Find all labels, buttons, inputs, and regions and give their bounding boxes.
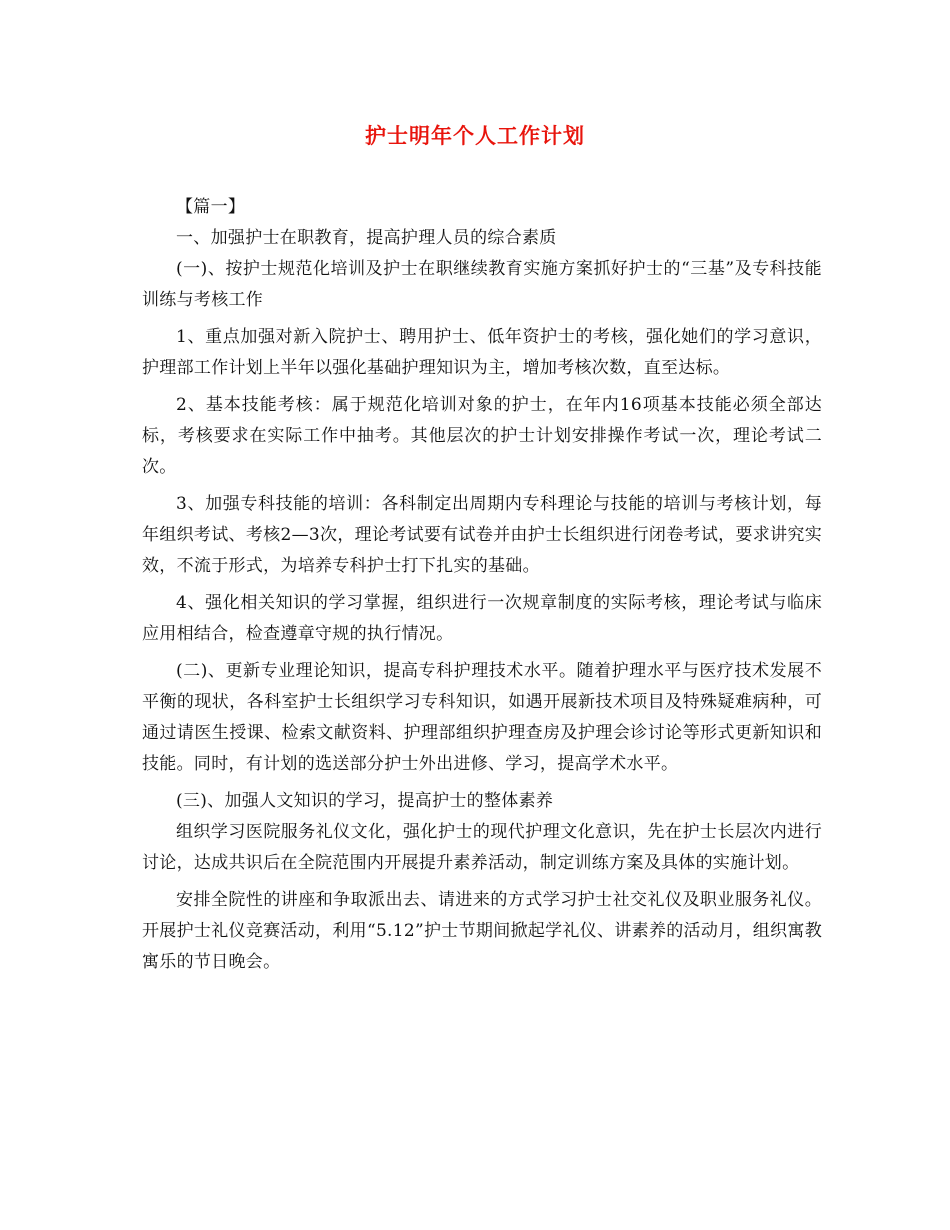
paragraph-item-2: 2、基本技能考核：属于规范化培训对象的护士，在年内16项基本技能必须全部达标，考核要求在实际工作中抽考。其他层次的护士计划安排操作考试一次，理论考试二次。 [142,395,822,477]
subheading-1-1: (一)、按护士规范化培训及护士在职继续教育实施方案抓好护士的“三基”及专科技能训练与考核工作 [142,259,822,310]
document-body [142,192,822,984]
paragraph-item-4: 4、强化相关知识的学习掌握，组织进行一次规章制度的实际考核，理论考试与临床应用相结合，检查遵章守规的执行情况。 [142,593,822,644]
document-title: 护士明年个人工作计划 [365,123,585,148]
subheading-1-2-paragraph: (二)、更新专业理论知识，提高专科护理技术水平。随着护理水平与医疗技术发展不平衡的现状，各科室护士长组织学习专科知识，如遇开展新技术项目及特殊疑难病种，可通过请医生授课、检索文献资料、护理部组织护理查房及护理会诊讨论等形式更新知识和技能。同时，有计划的选送部分护士外出进修、学习，提高学术水平。 [142,661,822,774]
heading-1: 一、加强护士在职教育，提高护理人员的综合素质 [176,228,557,248]
paragraph-etiquette-culture: 组织学习医院服务礼仪文化，强化护士的现代护理文化意识，先在护士长层次内进行讨论，达成共识后在全院范围内开展提升素养活动，制定训练方案及具体的实施计划。 [142,822,822,873]
section-heading-part-one: 【篇一】 [176,197,246,217]
subheading-1-3: (三)、加强人文知识的学习，提高护士的整体素养 [176,791,554,811]
paragraph-etiquette-activities: 安排全院性的讲座和争取派出去、请进来的方式学习护士社交礼仪及职业服务礼仪。开展护士礼仪竞赛活动，利用“5.12”护士节期间掀起学礼仪、讲素养的活动月，组织寓教寓乐的节日晚会。 [142,890,822,972]
paragraph-item-1: 1、重点加强对新入院护士、聘用护士、低年资护士的考核，强化她们的学习意识，护理部工作计划上半年以强化基础护理知识为主，增加考核次数，直至达标。 [142,327,822,378]
paragraph-item-3: 3、加强专科技能的培训：各科制定出周期内专科理论与技能的培训与考核计划，每年组织考试、考核2—3次，理论考试要有试卷并由护士长组织进行闭卷考试，要求讲究实效，不流于形式，为培养专科护士打下扎实的基础。 [142,494,822,576]
